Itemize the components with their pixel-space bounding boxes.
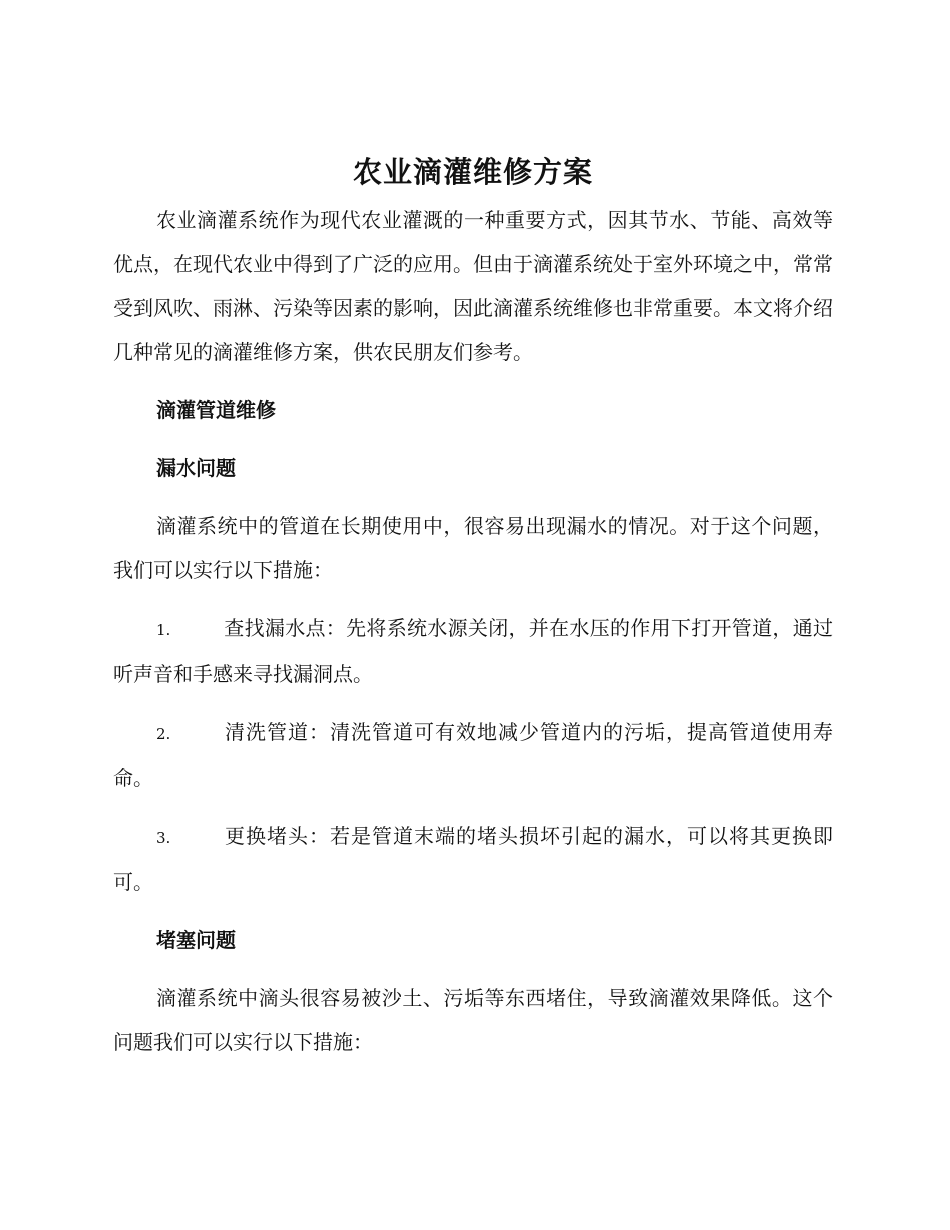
subheading-leak: 漏水问题 bbox=[156, 456, 236, 480]
list-text: 更换堵头：若是管道末端的堵头损坏引起的漏水，可以将其更换即可。 bbox=[113, 824, 833, 894]
list-number: 3. bbox=[156, 829, 171, 847]
list-item bbox=[113, 710, 833, 800]
list-text: 查找漏水点：先将系统水源关闭，并在水压的作用下打开管道，通过听声音和手感来寻找漏洞点。 bbox=[113, 616, 833, 686]
list-item bbox=[113, 814, 833, 904]
clog-paragraph: 滴灌系统中滴头很容易被沙土、污垢等东西堵住，导致滴灌效果降低。这个问题我们可以实行以下措施： bbox=[113, 986, 833, 1054]
list-item bbox=[113, 606, 833, 696]
list-text: 清洗管道：清洗管道可有效地减少管道内的污垢，提高管道使用寿命。 bbox=[113, 720, 833, 790]
document-page bbox=[113, 150, 833, 1064]
document-title: 农业滴灌维修方案 bbox=[352, 155, 593, 189]
subheading-clog: 堵塞问题 bbox=[156, 928, 236, 952]
intro-paragraph: 农业滴灌系统作为现代农业灌溉的一种重要方式，因其节水、节能、高效等优点，在现代农业中得到了广泛的应用。但由于滴灌系统处于室外环境之中，常常受到风吹、雨淋、污染等因素的影响，因此滴灌系统维修也非常重要。本文将介绍几种常见的滴灌维修方案，供农民朋友们参考。 bbox=[113, 208, 833, 364]
section-heading-pipe-repair: 滴灌管道维修 bbox=[156, 398, 276, 422]
list-number: 2. bbox=[156, 725, 171, 743]
leak-paragraph: 滴灌系统中的管道在长期使用中，很容易出现漏水的情况。对于这个问题，我们可以实行以下措施： bbox=[113, 514, 833, 582]
list-number: 1. bbox=[156, 621, 171, 639]
